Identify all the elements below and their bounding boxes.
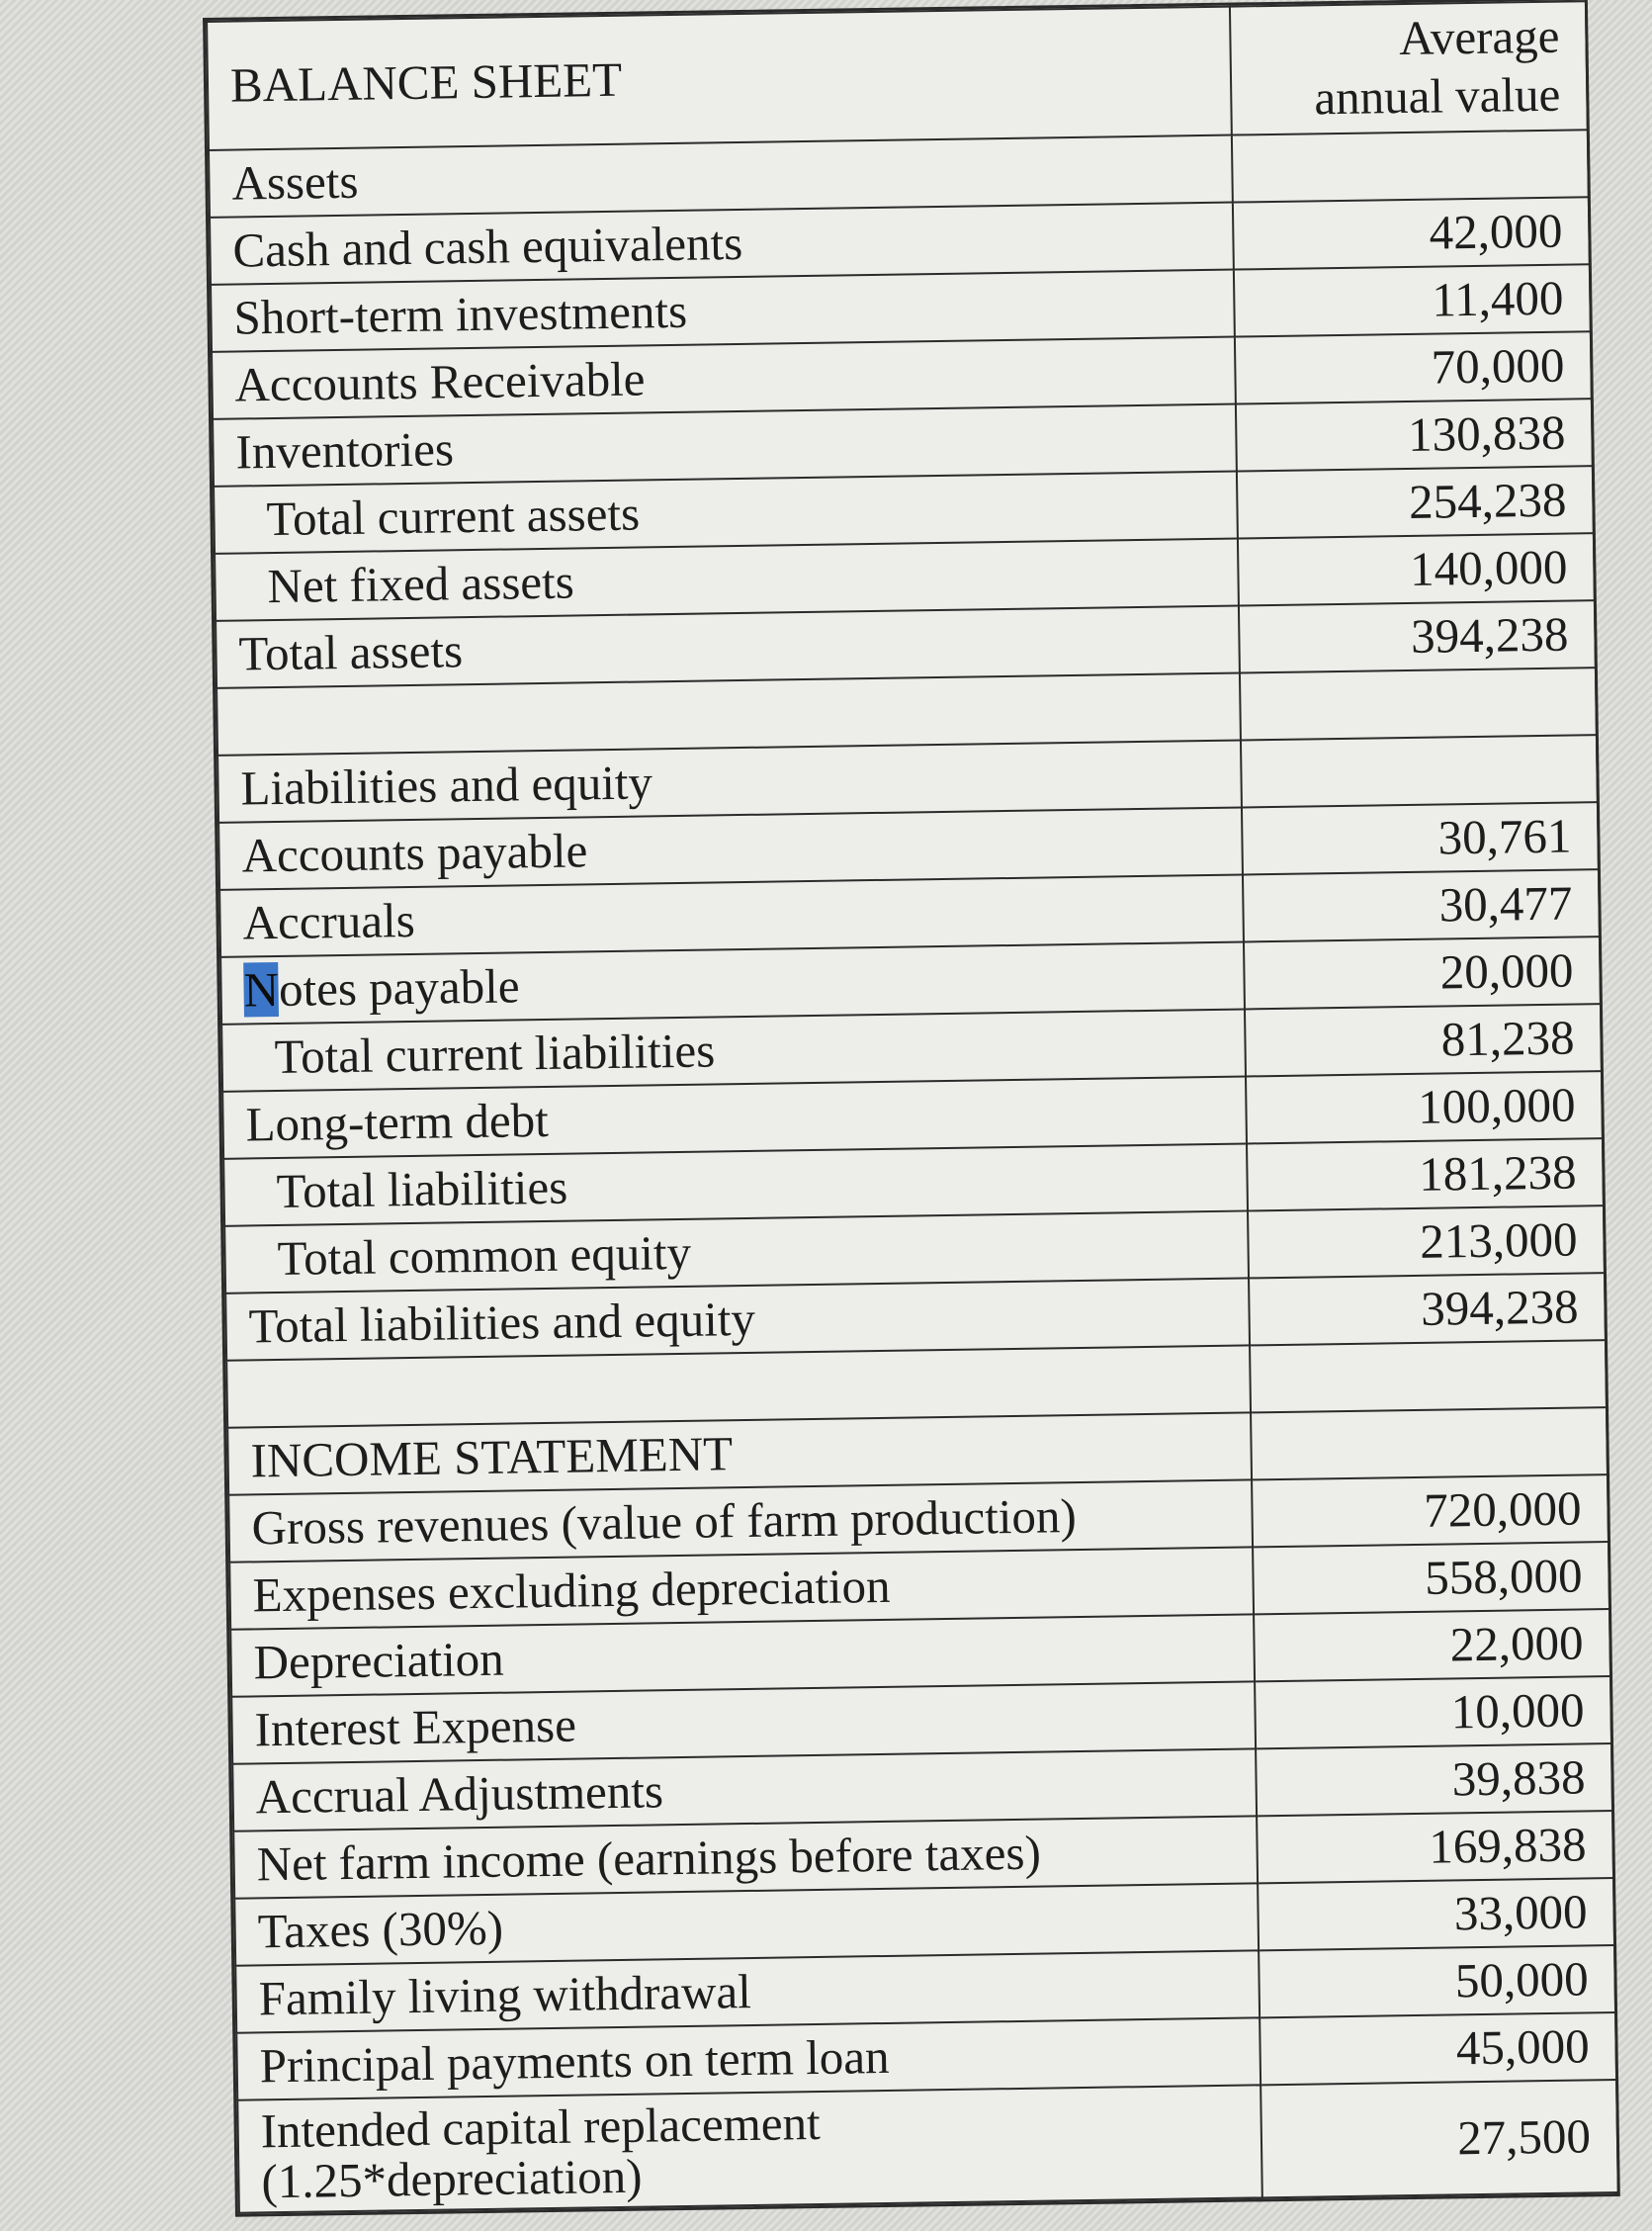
row-label: Net farm income (earnings before taxes) <box>233 1816 1258 1898</box>
row-value: 33,000 <box>1258 1878 1614 1950</box>
row-value: 140,000 <box>1238 533 1595 605</box>
row-value: 45,000 <box>1260 2012 1616 2085</box>
row-label: Short-term investments <box>211 270 1235 352</box>
liabilities-heading: Liabilities and equity <box>217 741 1242 823</box>
row-value: 27,500 <box>1261 2080 1618 2197</box>
row-label: Inventories <box>213 404 1237 487</box>
row-value: 100,000 <box>1246 1071 1603 1143</box>
assets-heading: Assets <box>209 135 1233 218</box>
row-label: Total common equity <box>224 1210 1249 1293</box>
row-value: 181,238 <box>1247 1138 1604 1210</box>
row-value: 169,838 <box>1257 1811 1613 1883</box>
row-label-rest: otes payable <box>278 958 520 1018</box>
financial-statement-sheet <box>203 0 1620 2217</box>
row-label: Expenses excluding depreciation <box>229 1547 1254 1629</box>
row-label: Gross revenues (value of farm production) <box>228 1479 1253 1562</box>
row-label: Accruals <box>219 874 1244 956</box>
income-statement-title: INCOME STATEMENT <box>227 1412 1252 1494</box>
table-header-row <box>207 1 1588 150</box>
row-value: 394,238 <box>1249 1273 1606 1345</box>
text-selection-cursor: N <box>243 962 280 1018</box>
row-value: 130,838 <box>1236 399 1593 471</box>
row-label-line1: Intended capital replacement <box>260 2095 821 2158</box>
empty-cell <box>1241 735 1598 807</box>
row-label <box>237 2085 1262 2212</box>
row-value: 213,000 <box>1248 1205 1605 1278</box>
row-label: Net fixed assets <box>215 539 1239 621</box>
empty-cell <box>1251 1407 1608 1479</box>
row-value: 394,238 <box>1239 600 1596 672</box>
empty-cell <box>1240 668 1597 740</box>
row-label: Total liabilities and equity <box>225 1278 1250 1360</box>
row-label: Long-term debt <box>222 1076 1247 1158</box>
row-value: 39,838 <box>1256 1743 1612 1816</box>
row-value: 30,477 <box>1243 869 1600 941</box>
row-value: 11,400 <box>1234 264 1591 336</box>
row-value: 70,000 <box>1235 331 1592 403</box>
value-header-line1: Average <box>1398 8 1560 66</box>
value-column-header <box>1230 1 1588 134</box>
row-value: 81,238 <box>1245 1004 1602 1076</box>
row-label: Cash and cash equivalents <box>210 203 1234 285</box>
empty-cell <box>1250 1340 1607 1412</box>
row-value: 20,000 <box>1244 937 1601 1009</box>
row-label-line2: (1.25*depreciation) <box>261 2148 643 2209</box>
row-label: Total current assets <box>214 472 1238 554</box>
row-value: 30,761 <box>1242 802 1599 874</box>
row-label: Depreciation <box>230 1614 1255 1696</box>
row-value: 10,000 <box>1255 1676 1611 1748</box>
row-label: Total liabilities <box>223 1143 1248 1225</box>
row-label: Total current liabilities <box>221 1009 1246 1091</box>
row-value: 50,000 <box>1259 1945 1615 2017</box>
row-value: 558,000 <box>1253 1542 1609 1614</box>
row-label: Total assets <box>216 606 1240 688</box>
row-label: Accounts payable <box>218 807 1243 889</box>
row-label: Interest Expense <box>231 1681 1256 1763</box>
row-label: Taxes (30%) <box>234 1883 1259 1965</box>
row-value: 22,000 <box>1254 1609 1610 1681</box>
value-header-line2: annual value <box>1313 66 1561 126</box>
row-label: Accrual Adjustments <box>232 1748 1257 1830</box>
balance-sheet-title: BALANCE SHEET <box>207 7 1232 150</box>
row-label: Family living withdrawal <box>235 1950 1260 2032</box>
row-value: 254,238 <box>1237 466 1594 538</box>
financial-table <box>206 0 1619 2213</box>
empty-cell <box>1232 130 1589 202</box>
row-value: 42,000 <box>1233 197 1590 269</box>
row-value: 720,000 <box>1252 1474 1609 1547</box>
row-label: Accounts Receivable <box>212 337 1236 419</box>
row-label: Principal payments on term loan <box>236 2017 1261 2099</box>
table-row <box>237 2080 1618 2213</box>
